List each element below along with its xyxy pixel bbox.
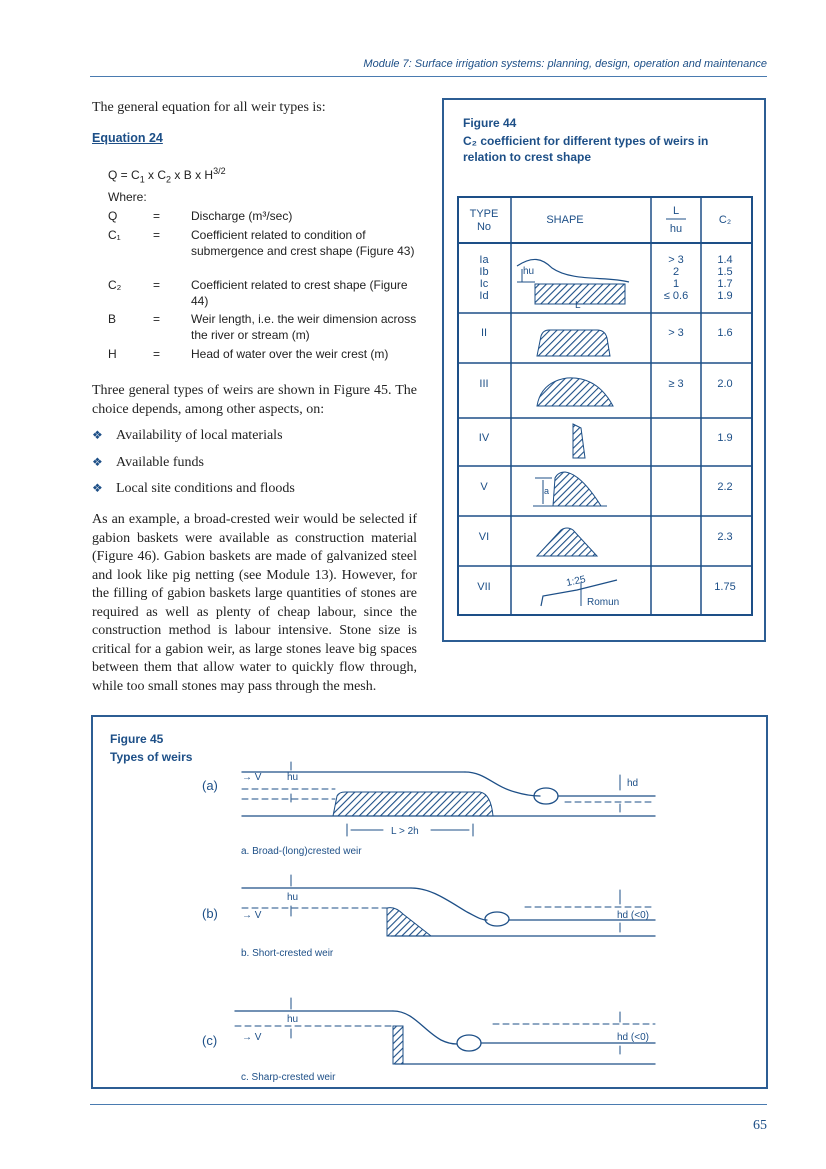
panel-a-caption: a. Broad-(long)crested weir [241,846,362,857]
figure-45-caption: Types of weirs [110,750,193,764]
definition-equals: = [153,209,161,223]
intro-paragraph: The general equation for all weir types is: [92,100,326,115]
panel-b-hu-label: hu [287,892,299,903]
diamond-bullet-icon: ❖ [92,455,103,469]
where-label: Where: [108,190,147,204]
panel-c-tag: (c) [202,1033,218,1048]
panel-b-tag: (b) [202,906,218,921]
shape-l-label: L [575,300,581,311]
running-header: Module 7: Surface irrigation systems: planning, design, operation and maintenance [363,58,767,70]
row-c2: 1.75 [714,581,736,593]
weir-coefficient-table [457,196,753,616]
panel-b-hd-label: hd (<0) [617,910,649,921]
header-ratio-l: L [672,205,680,217]
row-type: VII [477,581,491,593]
definition-text: Weir length, i.e. the weir dimension across the river or stream (m) [191,312,417,342]
row-c2: 2.3 [717,531,733,543]
header-c2: C₂ [718,214,732,226]
shape-a-label: a [544,486,550,496]
ogee-crest-shape [537,378,613,406]
definition-symbol: C₁ [108,228,121,242]
panel-a-hd-label: hd [627,778,639,789]
page-number: 65 [753,1118,767,1133]
row-type: Ia Ib Ic Id [479,254,489,302]
definition-symbol: Q [108,209,118,223]
sharp-crest-shape [573,424,585,458]
equation-heading: Equation 24 [92,131,163,145]
definition-equals: = [153,228,161,242]
row-ratio: > 3 [668,327,684,339]
panel-b-flow-label: → V [242,910,262,921]
panel-a-tag: (a) [202,778,218,793]
panel-a-hu-label: hu [287,772,299,783]
definition-text: Head of water over the weir crest (m) [191,347,389,361]
panel-c-hd-label: hd (<0) [617,1032,649,1043]
equation-formula: $Q = C_1$ x $C_2$ x B x $H^{3/2}$ [108,166,226,185]
shape-slope-label: 1:25 [565,574,587,589]
header-shape: SHAPE [546,214,584,226]
row-type: VI [478,531,490,543]
definition-symbol: H [108,347,117,361]
header-no: No [476,221,492,233]
definition-equals: = [153,278,161,292]
weir-types-diagram [95,740,765,1085]
definition-text: Discharge (m³/sec) [191,209,293,223]
bullet-item: ❖ Availability of local materials [92,428,283,443]
row-c2: 1.9 [717,432,733,444]
row-type: V [480,481,488,493]
panel-a-flow-label: → V [242,772,262,783]
definition-equals: = [153,312,161,326]
panel-c-hu-label: hu [287,1014,299,1025]
diamond-bullet-icon: ❖ [92,481,103,495]
example-paragraph: As an example, a broad-crested weir would be selected if gabion baskets were available as construction material (Figure 46). Gabion baskets are made of galvanized steel and look like pig netting (see Module 13). However, for the filling of gabion baskets large quantities of stones are required as well as plenty of cheap labour, since the construction method is labour intensive. Stone size is critical for a gabion weir, as large stones leave big spaces between them that allow water to quickly flow through, while too small stones may pass through the mesh. [92,512,417,694]
figure-44-caption: C₂ coefficient for different types of weirs in relation to crest shape [463,134,709,164]
choice-paragraph: Three general types of weirs are shown in Figure 45. The choice depends, among other aspects, on: [92,383,417,417]
shape-hu-label: hu [523,266,535,277]
panel-b-caption: b. Short-crested weir [241,948,334,959]
figure-44-label: Figure 44 [463,116,517,130]
figure-45-label: Figure 45 [110,732,164,746]
row-c2: 2.2 [717,481,733,493]
definition-text: Coefficient related to condition of submergence and crest shape (Figure 43) [191,228,415,258]
panel-c-caption: c. Sharp-crested weir [241,1072,336,1083]
row-c2: 1.6 [717,327,733,339]
diamond-bullet-icon: ❖ [92,428,103,442]
header-rule [90,76,767,77]
definition-symbol: B [108,312,117,326]
triangular-crest-shape [537,528,597,556]
definition-symbol: C₂ [108,278,122,292]
definition-equals: = [153,347,161,361]
bullet-item: ❖ Local site conditions and floods [92,481,295,496]
definition-text: Coefficient related to crest shape (Figure 44) [191,278,408,308]
row-c2: 1.4 1.5 1.7 1.9 [717,254,733,302]
row-type: IV [478,432,490,444]
header-ratio-hu: hu [669,223,683,235]
row-type: II [480,327,488,339]
shape-romun-label: Romun [587,597,620,608]
row-ratio: ≥ 3 [668,378,684,390]
footer-rule [90,1104,767,1105]
row-type: III [479,378,489,390]
panel-a-length-label: L > 2h [391,826,419,837]
step-crest-shape [553,472,601,506]
row-ratio: > 3 2 1 ≤ 0.6 [663,254,689,302]
bullet-item: ❖ Available funds [92,455,204,470]
header-type: TYPE [469,208,499,220]
row-c2: 2.0 [717,378,733,390]
rounded-crest-shape [537,330,610,356]
panel-c-flow-label: → V [242,1032,262,1043]
